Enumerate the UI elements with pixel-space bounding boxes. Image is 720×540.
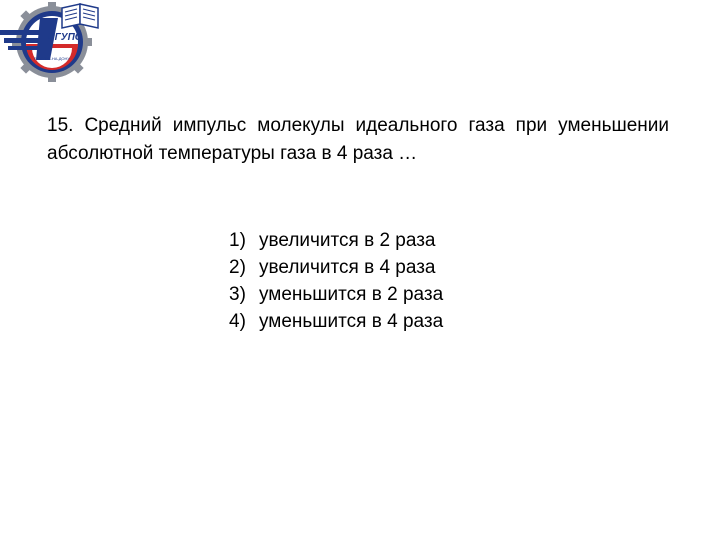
answer-text: уменьшится в 2 раза (259, 284, 444, 305)
logo-subtext: РОСТОВ-НА-ДОНУ (34, 56, 70, 61)
answer-text: увеличится в 2 раза (259, 230, 436, 251)
question-text: 15. Средний импульс молекулы идеального газа при уменьшении абсолютной температуры газа в 4 раза … (47, 115, 669, 164)
answer-list (229, 227, 443, 335)
answer-option (229, 308, 443, 335)
answer-option (229, 227, 443, 254)
answer-number: 3) (229, 284, 246, 305)
logo-text: РГУПС (48, 32, 82, 43)
book-icon (62, 4, 98, 28)
university-logo (0, 0, 110, 82)
answer-text: увеличится в 4 раза (259, 257, 436, 278)
answer-option (229, 281, 443, 308)
answer-number: 2) (229, 257, 246, 278)
answer-text: уменьшится в 4 раза (259, 311, 444, 332)
answer-number: 1) (229, 230, 246, 251)
answer-option (229, 254, 443, 281)
answer-number: 4) (229, 311, 246, 332)
